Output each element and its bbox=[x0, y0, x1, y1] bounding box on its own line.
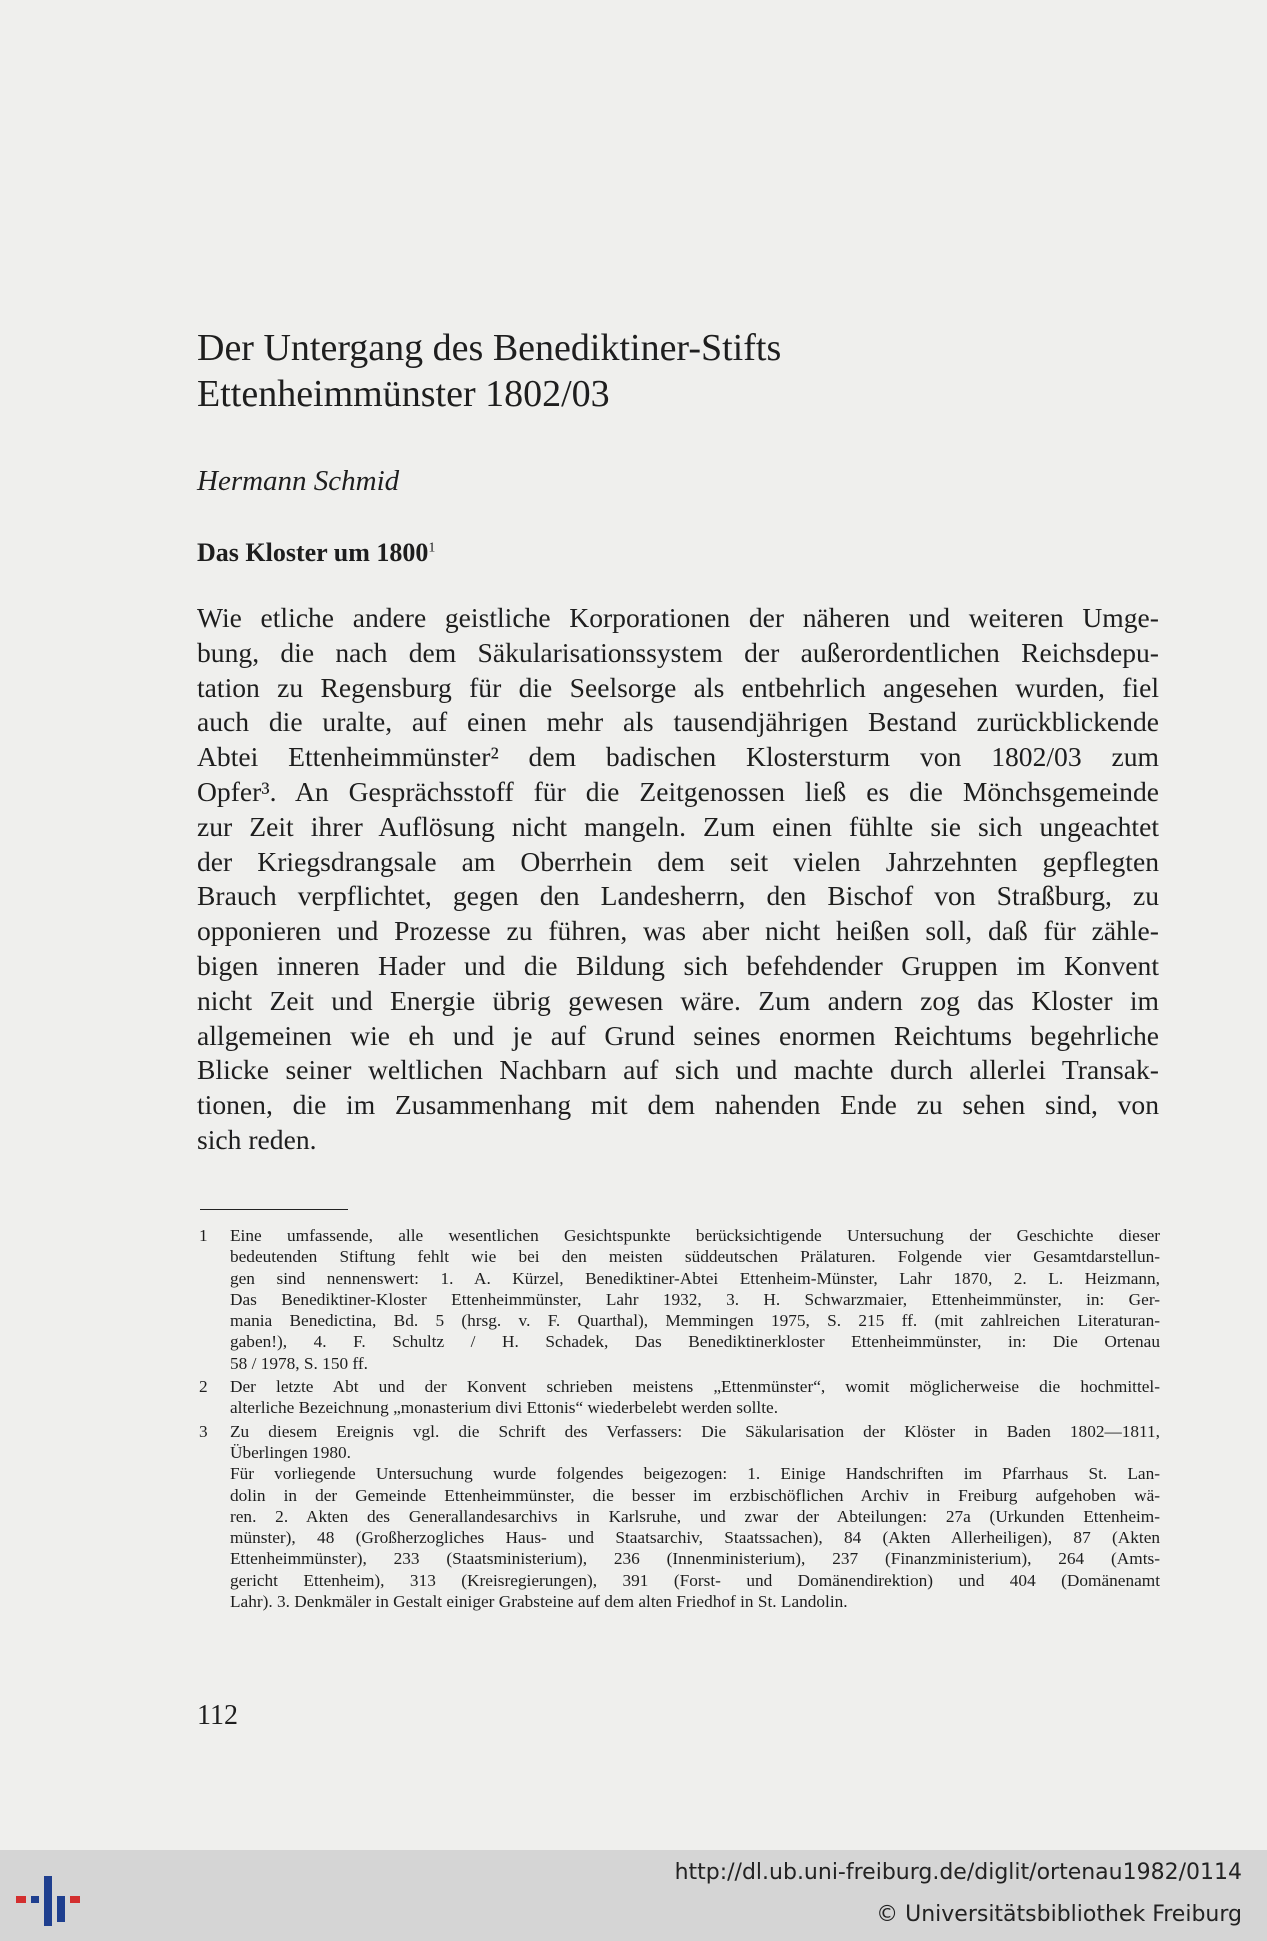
footnote-ref: 1 bbox=[428, 540, 436, 556]
footnote bbox=[197, 1376, 1160, 1419]
footnote bbox=[197, 1225, 1160, 1374]
body-line: tation zu Regensburg für die Seelsorge als entbehrlich angesehen wurden, fiel bbox=[197, 671, 1159, 703]
body-line: sich reden. bbox=[197, 1123, 317, 1155]
footnote-line: Eine umfassende, alle wesentlichen Gesichtspunkte berücksichtigende Untersuchung der Geschichte dieser bbox=[230, 1226, 1160, 1245]
body-line: Opfer³. An Gesprächsstoff für die Zeitgenossen ließ es die Mönchsgemeinde bbox=[197, 775, 1159, 807]
footnote-line: Lahr). 3. Denkmäler in Gestalt einiger Grabsteine auf dem alten Friedhof in St. Landolin. bbox=[230, 1592, 848, 1612]
footnote-line: dolin in der Gemeinde Ettenheimmünster, die besser im erzbischöflichen Archiv in Freiburg aufgehoben wä- bbox=[230, 1485, 1160, 1505]
footer-bar bbox=[0, 1850, 1267, 1941]
article-title bbox=[197, 325, 1097, 417]
footnote-line: Zu diesem Ereignis vgl. die Schrift des Verfassers: Die Säkularisation der Klöster in Baden 1802—1811, bbox=[230, 1421, 1160, 1441]
footnote-line: 58 / 1978, S. 150 ff. bbox=[230, 1353, 368, 1373]
footnote-number: 3 bbox=[199, 1421, 208, 1441]
body-line: nicht Zeit und Energie übrig gewesen wäre. Zum andern zog das Kloster im bbox=[197, 984, 1159, 1016]
body-line: der Kriegsdrangsale am Oberrhein dem seit vielen Jahrzehnten gepflegten bbox=[197, 845, 1159, 877]
footnote-line: Überlingen 1980. bbox=[230, 1442, 351, 1462]
footnote-line: mania Benedictina, Bd. 5 (hrsg. v. F. Quarthal), Memmingen 1975, S. 215 ff. (mit zahlreichen Literaturan- bbox=[230, 1311, 1160, 1331]
footnotes bbox=[197, 1225, 1160, 1614]
body-line: Blicke seiner weltlichen Nachbarn auf sich und machte durch allerlei Transak- bbox=[197, 1054, 1159, 1086]
page-number: 112 bbox=[197, 1700, 238, 1731]
body-line: opponieren und Prozesse zu führen, was aber nicht heißen soll, daß für zähle- bbox=[197, 915, 1159, 947]
footnote-line: Ettenheimmünster), 233 (Staatsministerium), 236 (Innenministerium), 237 (Finanzministerium), 264 (Amts- bbox=[230, 1549, 1160, 1569]
footnote-line: alterliche Bezeichnung „monasterium divi Ettonis“ wiederbelebt werden sollte. bbox=[230, 1398, 779, 1418]
title-line: Ettenheimmünster 1802/03 bbox=[197, 373, 610, 415]
footnote-line: ren. 2. Akten des Generallandesarchivs in Karlsruhe, und zwar der Abteilungen: 27a (Urkunden Ettenheim- bbox=[230, 1506, 1160, 1526]
footnote-number: 2 bbox=[199, 1377, 208, 1397]
body-line: bigen inneren Hader und die Bildung sich befehdender Gruppen im Konvent bbox=[197, 949, 1159, 981]
body-line: auch die uralte, auf einen mehr als tausendjährigen Bestand zurückblickende bbox=[197, 706, 1159, 738]
body-paragraph bbox=[197, 601, 1159, 1158]
footnote-divider bbox=[200, 1209, 348, 1210]
body-line: zur Zeit ihrer Auflösung nicht mangeln. Zum einen fühlte sie sich ungeachtet bbox=[197, 810, 1159, 842]
footnote-line: gericht Ettenheim), 313 (Kreisregierungen), 391 (Forst- und Domänendirektion) und 404 (Domänenamt bbox=[230, 1570, 1160, 1590]
footnote-line: bedeutenden Stiftung fehlt wie bei den meisten süddeutschen Prälaturen. Folgende vier Gesamtdarstellun- bbox=[230, 1247, 1160, 1267]
body-line: Brauch verpflichtet, gegen den Landesherrn, den Bischof von Straßburg, zu bbox=[197, 880, 1159, 912]
section-heading-text: Das Kloster um 1800 bbox=[197, 538, 429, 567]
footnote-number: 1 bbox=[199, 1226, 208, 1245]
copyright-notice: © Universitätsbibliothek Freiburg bbox=[876, 1902, 1242, 1927]
body-line: Abtei Ettenheimmünster² dem badischen Klostersturm von 1802/03 zum bbox=[197, 741, 1159, 773]
footnote-line: gen sind nennenswert: 1. A. Kürzel, Benediktiner-Abtei Ettenheim-Münster, Lahr 1870, 2. L. Heizmann, bbox=[230, 1268, 1160, 1288]
body-line: bung, die nach dem Säkularisationssystem der außerordentlichen Reichsdepu- bbox=[197, 636, 1159, 668]
body-line: allgemeinen wie eh und je auf Grund seines enormen Reichtums begehrliche bbox=[197, 1019, 1159, 1051]
footnote-line: Das Benediktiner-Kloster Ettenheimmünster, Lahr 1932, 3. H. Schwarzmaier, Ettenheimmünster, in: Ger- bbox=[230, 1289, 1160, 1309]
footnote-line: Der letzte Abt und der Konvent schrieben meistens „Ettenmünster“, womit möglicherweise die hochmittel- bbox=[230, 1377, 1160, 1397]
body-line: Wie etliche andere geistliche Korporationen der näheren und weiteren Umge- bbox=[197, 602, 1159, 633]
author-name: Hermann Schmid bbox=[197, 465, 400, 497]
footnote-line: gaben!), 4. F. Schultz / H. Schadek, Das Benediktinerkloster Ettenheimmünster, in: Die Ortenau bbox=[230, 1332, 1160, 1352]
title-line: Der Untergang des Benediktiner-Stifts bbox=[197, 327, 782, 369]
footnote bbox=[197, 1421, 1160, 1613]
body-line: tionen, die im Zusammenhang mit dem nahenden Ende zu sehen sind, von bbox=[197, 1089, 1159, 1121]
footnote-line: münster), 48 (Großherzogliches Haus- und Staatsarchiv, Staatssachen), 84 (Akten Allerheiligen), 87 (Akten bbox=[230, 1528, 1160, 1548]
footnote-line: Für vorliegende Untersuchung wurde folgendes beigezogen: 1. Einige Handschriften im Pfarrhaus St. Lan- bbox=[230, 1464, 1160, 1484]
source-url[interactable]: http://dl.ub.uni-freiburg.de/diglit/ortenau1982/0114 bbox=[674, 1860, 1242, 1885]
section-heading bbox=[197, 538, 435, 568]
ub-freiburg-logo-icon bbox=[14, 1870, 84, 1930]
